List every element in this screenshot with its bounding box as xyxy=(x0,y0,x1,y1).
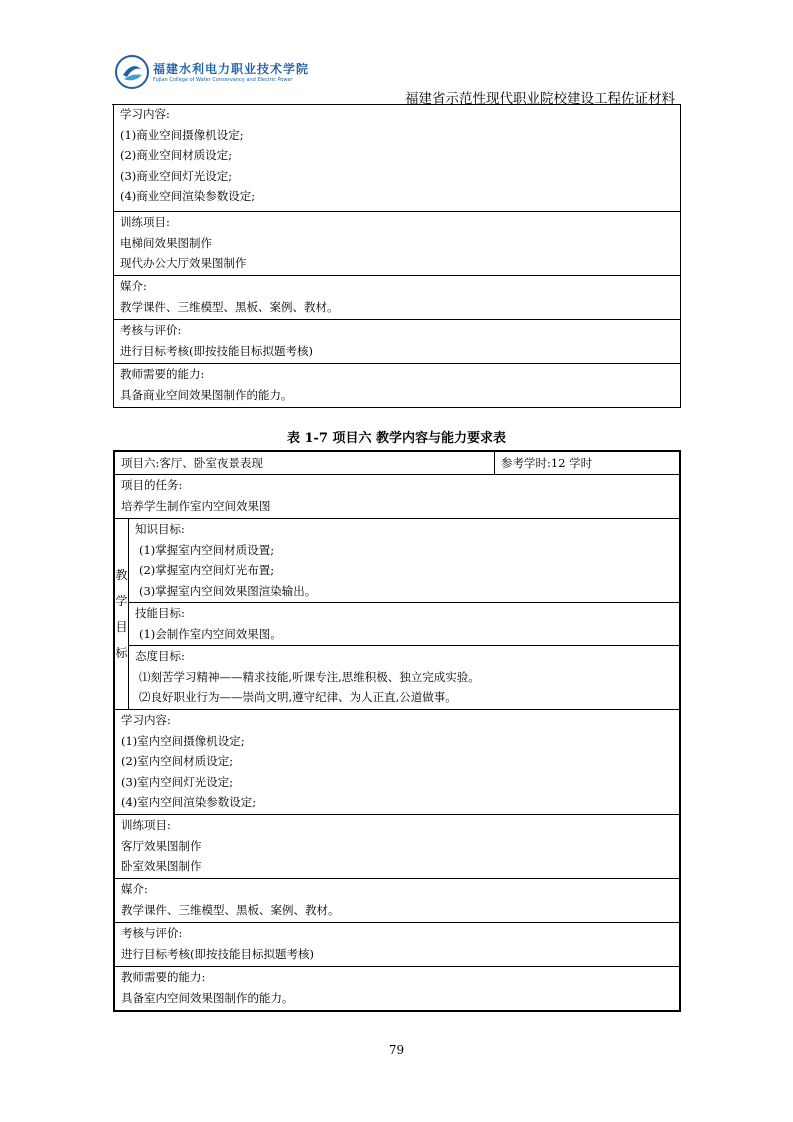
media-row xyxy=(114,879,680,923)
college-logo xyxy=(115,55,315,93)
training-title: 训练项目: xyxy=(120,215,170,229)
page-number: 79 xyxy=(388,1043,405,1057)
skill-goal-item: (1)会制作室内空间效果图。 xyxy=(139,626,282,641)
learning-content-item: (4)商业空间渲染参数设定; xyxy=(120,189,256,203)
learning-content-item: (1)室内空间摄像机设定; xyxy=(121,733,245,748)
media-title: 媒介: xyxy=(121,882,148,896)
knowledge-goal-row xyxy=(114,519,680,603)
learning-content-row xyxy=(114,710,680,815)
teaching-goal-label xyxy=(114,519,129,710)
training-item: 卧室效果图制作 xyxy=(121,859,202,873)
learning-content-item: (1)商业空间摄像机设定; xyxy=(120,127,244,142)
training-item: 现代办公大厅效果图制作 xyxy=(120,256,247,270)
knowledge-goal-item: (2)掌握室内空间灯光布置; xyxy=(139,563,275,577)
teaching-goal-char: 标 xyxy=(115,646,128,660)
knowledge-goal-item: (1)掌握室内空间材质设置; xyxy=(139,542,275,557)
attitude-goal-row xyxy=(114,646,680,710)
project-hours-cell: 参考学时:12 学时 xyxy=(495,451,681,475)
logo-text: 福建水利电力职业技术学院 xyxy=(153,62,310,76)
learning-content-title: 学习内容: xyxy=(120,107,170,121)
assessment-title: 考核与评价: xyxy=(121,926,183,940)
learning-content-row xyxy=(114,104,681,212)
header-title: 福建省示范性现代职业院校建设工程佐证材料 xyxy=(405,91,675,107)
project-header-row xyxy=(114,451,680,475)
learning-content-item: (4)室内空间渲染参数设定; xyxy=(121,795,257,809)
task-text: 培养学生制作室内空间效果图 xyxy=(121,498,271,513)
training-row xyxy=(114,815,680,879)
teaching-goal-char: 教 xyxy=(115,568,128,582)
training-item: 客厅效果图制作 xyxy=(121,838,202,853)
teacher-ability-title: 教师需要的能力: xyxy=(121,970,206,984)
teacher-ability-row xyxy=(114,967,680,1012)
attitude-goal-item: ⑵良好职业行为——崇尚文明,遵守纪律、为人正直,公道做事。 xyxy=(139,690,457,704)
task-row xyxy=(114,475,680,519)
teacher-ability-title: 教师需要的能力: xyxy=(120,367,205,381)
media-row xyxy=(114,276,681,320)
training-title: 训练项目: xyxy=(121,818,171,832)
media-text: 教学课件、三维模型、黑板、案例、教材。 xyxy=(120,299,339,314)
assessment-row xyxy=(114,923,680,967)
media-text: 教学课件、三维模型、黑板、案例、教材。 xyxy=(121,902,340,917)
teaching-goal-char: 学 xyxy=(115,594,128,608)
assessment-text: 进行目标考核(即按技能目标拟题考核) xyxy=(121,946,314,961)
assessment-text: 进行目标考核(即按技能目标拟题考核) xyxy=(120,343,313,358)
knowledge-goal-title: 知识目标: xyxy=(135,522,185,536)
assessment-row xyxy=(114,320,681,364)
training-row xyxy=(114,212,681,276)
learning-content-item: (2)室内空间材质设定; xyxy=(121,754,234,768)
college-emblem-icon xyxy=(115,55,149,89)
knowledge-goal-item: (3)掌握室内空间效果图渲染输出。 xyxy=(139,583,317,598)
assessment-title: 考核与评价: xyxy=(120,323,182,337)
training-item: 电梯间效果图制作 xyxy=(120,235,212,250)
attitude-goal-title: 态度目标: xyxy=(135,649,185,663)
learning-content-item: (3)商业空间灯光设定; xyxy=(120,168,233,183)
teacher-ability-text: 具备室内空间效果图制作的能力。 xyxy=(121,990,294,1005)
previous-table-continuation xyxy=(113,104,681,408)
task-title: 项目的任务: xyxy=(121,478,183,492)
project-name-cell: 项目六:客厅、卧室夜景表现 xyxy=(114,451,495,475)
media-title: 媒介: xyxy=(120,279,147,293)
skill-goal-title: 技能目标: xyxy=(135,606,185,620)
learning-content-item: (2)商业空间材质设定; xyxy=(120,148,233,162)
table-caption: 表 1-7 项目六 教学内容与能力要求表 xyxy=(286,431,507,446)
attitude-goal-item: ⑴刻苦学习精神——精求技能,听课专注,思维积极、独立完成实验。 xyxy=(139,669,480,684)
teacher-ability-row xyxy=(114,364,681,408)
project-six-table xyxy=(113,450,681,1012)
teacher-ability-text: 具备商业空间效果图制作的能力。 xyxy=(120,387,293,402)
learning-content-item: (3)室内空间灯光设定; xyxy=(121,774,234,789)
skill-goal-row xyxy=(114,603,680,646)
learning-content-title: 学习内容: xyxy=(121,713,171,727)
logo-subtext: Fujian College of Water Conservancy and Electric Power xyxy=(153,77,293,83)
teaching-goal-char: 目 xyxy=(115,620,128,634)
